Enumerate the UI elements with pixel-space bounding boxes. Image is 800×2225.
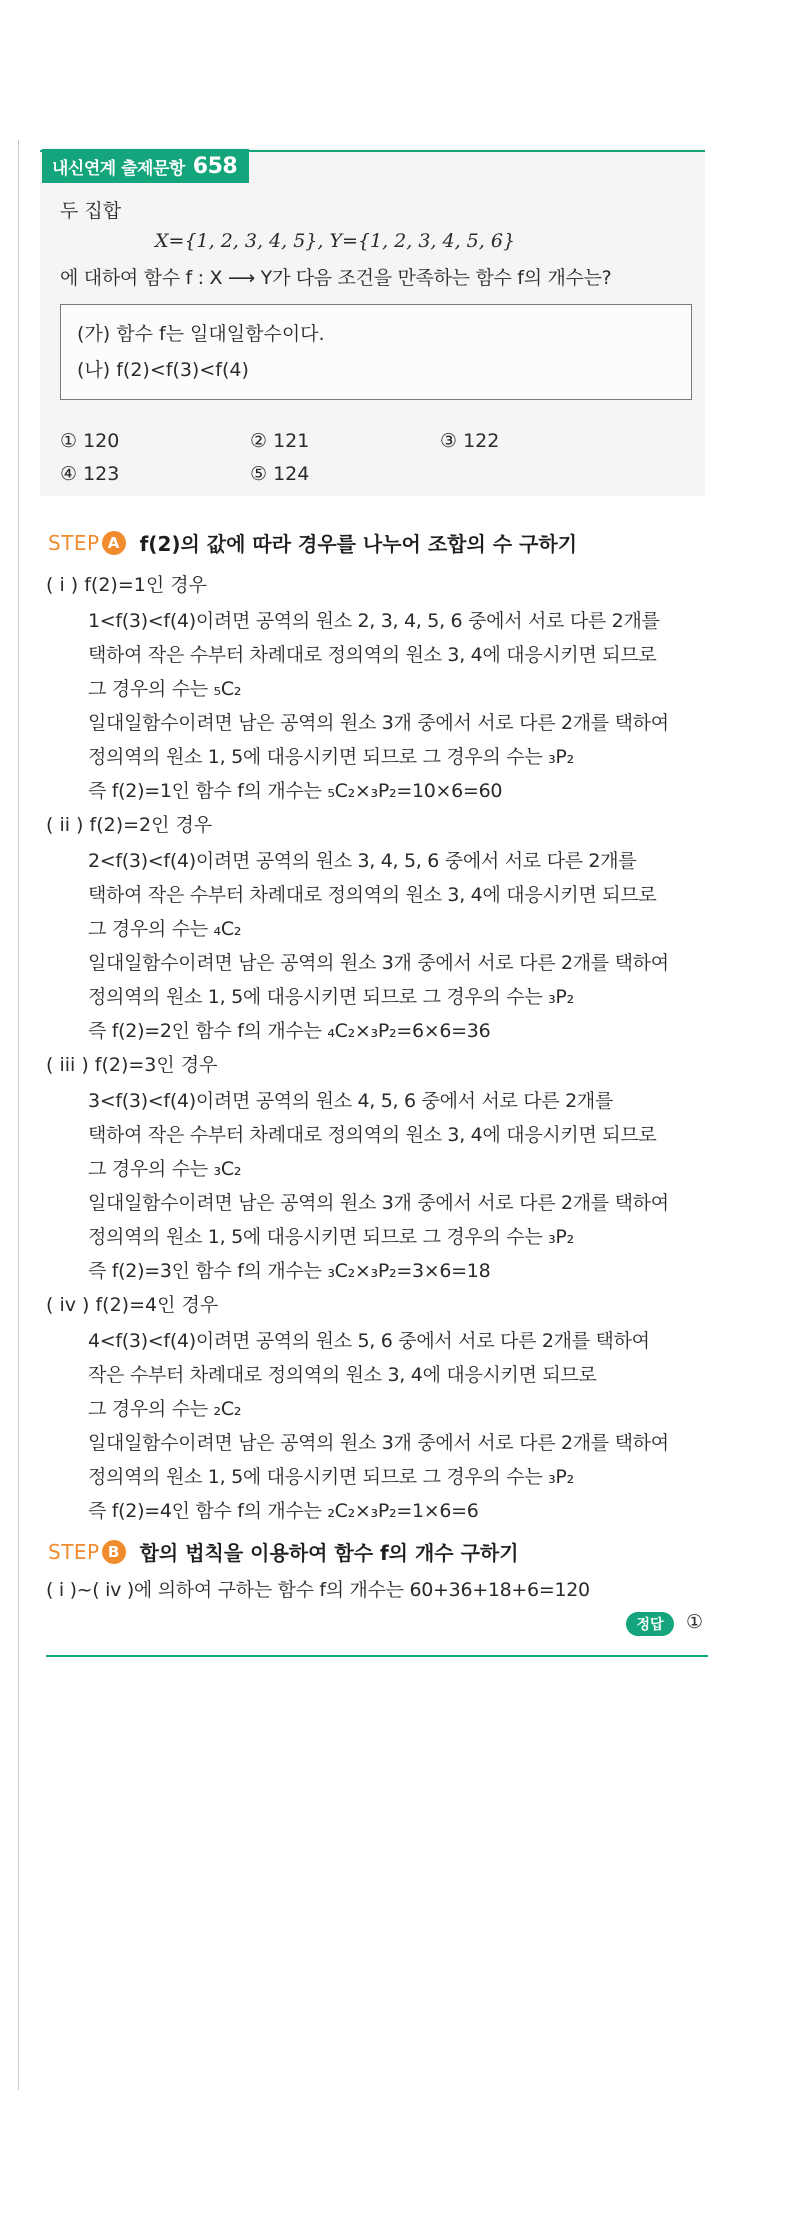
set-definitions: X={1, 2, 3, 4, 5}, Y={1, 2, 3, 4, 5, 6} xyxy=(155,230,516,252)
case-4-line: 그 경우의 수는 ₂C₂ xyxy=(88,1398,242,1420)
step-b-title xyxy=(48,1537,519,1566)
case-1-head: ( i ) f(2)=1인 경우 xyxy=(46,574,207,596)
step-a-text: f(2)의 값에 따라 경우를 나누어 조합의 수 구하기 xyxy=(139,532,578,556)
conditions-box xyxy=(60,304,692,400)
answer-choice: ① xyxy=(686,1611,704,1633)
case-4-line: 4<f(3)<f(4)이려면 공역의 원소 5, 6 중에서 서로 다른 2개를 택하여 xyxy=(88,1330,650,1352)
problem-intro: 두 집합 xyxy=(60,200,122,222)
step-b-letter: B xyxy=(102,1540,126,1564)
case-2-line: 일대일함수이려면 남은 공역의 원소 3개 중에서 서로 다른 2개를 택하여 xyxy=(88,952,669,974)
case-1-line: 그 경우의 수는 ₅C₂ xyxy=(88,678,242,700)
answer-badge: 정답 xyxy=(626,1612,674,1636)
case-1-line: 1<f(3)<f(4)이려면 공역의 원소 2, 3, 4, 5, 6 중에서 서로 다른 2개를 xyxy=(88,610,660,632)
step-b-text: 합의 법칙을 이용하여 함수 f의 개수 구하기 xyxy=(139,1541,519,1565)
case-3-head: ( iii ) f(2)=3인 경우 xyxy=(46,1054,218,1076)
case-2-line: 정의역의 원소 1, 5에 대응시키면 되므로 그 경우의 수는 ₃P₂ xyxy=(88,986,574,1008)
case-4-line: 일대일함수이려면 남은 공역의 원소 3개 중에서 서로 다른 2개를 택하여 xyxy=(88,1432,669,1454)
case-4-head: ( iv ) f(2)=4인 경우 xyxy=(46,1294,219,1316)
case-3-result: 즉 f(2)=3인 함수 f의 개수는 ₃C₂×₃P₂=3×6=18 xyxy=(88,1260,491,1282)
case-4-line: 작은 수부터 차례대로 정의역의 원소 3, 4에 대응시키면 되므로 xyxy=(88,1364,597,1386)
case-4-result: 즉 f(2)=4인 함수 f의 개수는 ₂C₂×₃P₂=1×6=6 xyxy=(88,1500,479,1522)
case-1-line: 정의역의 원소 1, 5에 대응시키면 되므로 그 경우의 수는 ₃P₂ xyxy=(88,746,574,768)
case-2-result: 즉 f(2)=2인 함수 f의 개수는 ₄C₂×₃P₂=6×6=36 xyxy=(88,1020,491,1042)
condition-ga: (가) 함수 f는 일대일함수이다. xyxy=(77,323,325,345)
case-3-line: 그 경우의 수는 ₃C₂ xyxy=(88,1158,242,1180)
problem-question: 에 대하여 함수 f : X ⟶ Y가 다음 조건을 만족하는 함수 f의 개수는? xyxy=(60,267,612,289)
step-b-label: STEP xyxy=(48,1539,100,1564)
case-2-line: 2<f(3)<f(4)이려면 공역의 원소 3, 4, 5, 6 중에서 서로 다른 2개를 xyxy=(88,850,637,872)
problem-number: 658 xyxy=(192,153,238,179)
step-a-letter: A xyxy=(102,531,126,555)
case-1-line: 일대일함수이려면 남은 공역의 원소 3개 중에서 서로 다른 2개를 택하여 xyxy=(88,712,669,734)
page-edge-line xyxy=(18,140,19,2090)
case-3-line: 일대일함수이려면 남은 공역의 원소 3개 중에서 서로 다른 2개를 택하여 xyxy=(88,1192,669,1214)
case-2-head: ( ii ) f(2)=2인 경우 xyxy=(46,814,213,836)
case-1-line: 택하여 작은 수부터 차례대로 정의역의 원소 3, 4에 대응시키면 되므로 xyxy=(88,644,657,666)
conclusion-line: ( i )~( iv )에 의하여 구하는 함수 f의 개수는 60+36+18+6=120 xyxy=(46,1579,590,1601)
case-3-line: 정의역의 원소 1, 5에 대응시키면 되므로 그 경우의 수는 ₃P₂ xyxy=(88,1226,574,1248)
end-rule xyxy=(46,1655,708,1657)
problem-header-badge xyxy=(42,149,249,183)
choice-1: ① 120 xyxy=(60,430,120,452)
case-2-line: 그 경우의 수는 ₄C₂ xyxy=(88,918,242,940)
step-a-label: STEP xyxy=(48,530,100,555)
choice-4: ④ 123 xyxy=(60,463,120,485)
choice-5: ⑤ 124 xyxy=(250,463,310,485)
step-a-title xyxy=(48,528,577,557)
case-4-line: 정의역의 원소 1, 5에 대응시키면 되므로 그 경우의 수는 ₃P₂ xyxy=(88,1466,574,1488)
case-1-result: 즉 f(2)=1인 함수 f의 개수는 ₅C₂×₃P₂=10×6=60 xyxy=(88,780,503,802)
choice-2: ② 121 xyxy=(250,430,310,452)
case-3-line: 택하여 작은 수부터 차례대로 정의역의 원소 3, 4에 대응시키면 되므로 xyxy=(88,1124,657,1146)
case-2-line: 택하여 작은 수부터 차례대로 정의역의 원소 3, 4에 대응시키면 되므로 xyxy=(88,884,657,906)
case-3-line: 3<f(3)<f(4)이려면 공역의 원소 4, 5, 6 중에서 서로 다른 2개를 xyxy=(88,1090,614,1112)
condition-na: (나) f(2)<f(3)<f(4) xyxy=(77,359,249,381)
header-prefix: 내신연계 출제문항 xyxy=(52,158,185,179)
choice-3: ③ 122 xyxy=(440,430,500,452)
